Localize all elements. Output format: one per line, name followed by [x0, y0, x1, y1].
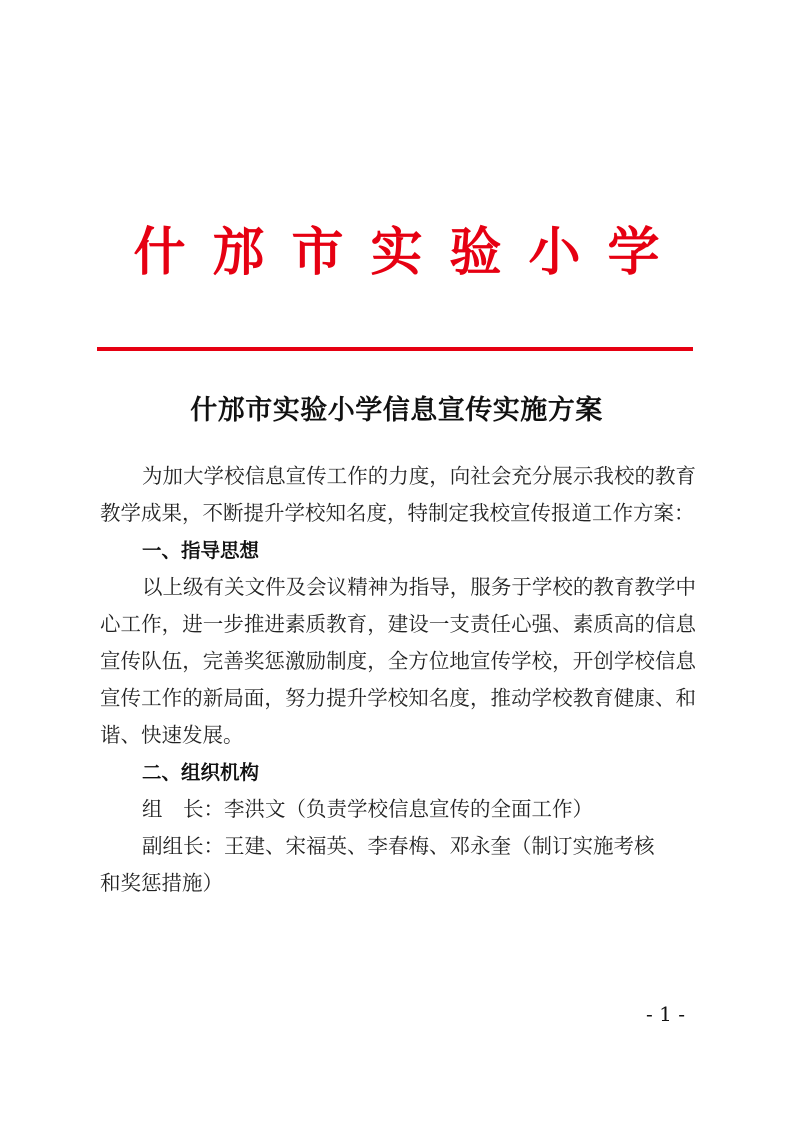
deputy-leader-value: 王建、宋福英、李春梅、邓永奎（制订实施考核	[224, 834, 655, 858]
deputy-leader-row	[100, 828, 696, 865]
deputy-leader-value-continued: 和奖惩措施）	[100, 871, 223, 895]
masthead-title: 什邡市实验小学	[133, 222, 687, 283]
deputy-leader-label: 副组长：	[142, 834, 224, 858]
leader-label: 组 长：	[142, 797, 224, 821]
section-heading-organization: 二、组织机构	[142, 761, 260, 784]
intro-paragraph: 为加大学校信息宣传工作的力度，向社会充分展示我校的教育教学成果，不断提升学校知名度，特制定我校宣传报道工作方案：	[100, 464, 696, 525]
document-title: 什邡市实验小学信息宣传实施方案	[190, 395, 603, 426]
leader-value: 李洪文（负责学校信息宣传的全面工作）	[224, 797, 593, 821]
section-heading-guiding-ideology: 一、指导思想	[142, 539, 260, 562]
page-number: - 1 -	[646, 1002, 685, 1026]
leader-row	[100, 791, 696, 828]
document-body	[100, 458, 696, 902]
section-paragraph-guiding-ideology: 以上级有关文件及会议精神为指导，服务于学校的教育教学中心工作，进一步推进素质教育，建设一支责任心强、素质高的信息宣传队伍，完善奖惩激励制度，全方位地宣传学校，开创学校信息宣传工作的新局面，努力提升学校知名度，推动学校教育健康、和谐、快速发展。	[100, 575, 696, 747]
red-divider-rule	[97, 347, 693, 351]
